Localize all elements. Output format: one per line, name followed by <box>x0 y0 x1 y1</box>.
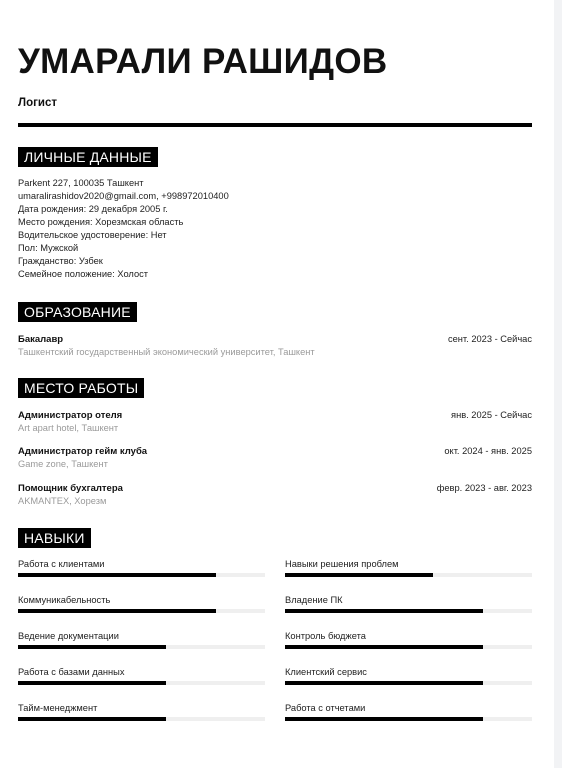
skill-name: Работа с отчетами <box>285 703 366 713</box>
skill-level-track <box>18 717 265 721</box>
skill-item <box>18 631 265 653</box>
personal-contacts: umaralirashidov2020@gmail.com, +998972010400 <box>18 191 229 201</box>
work-position: Администратор отеля <box>18 410 123 421</box>
education-entry <box>18 334 532 364</box>
skill-item <box>285 667 532 689</box>
skill-item <box>18 595 265 617</box>
section-title-skills: НАВЫКИ <box>18 528 91 548</box>
education-date: сент. 2023 - Сейчас <box>447 334 532 344</box>
work-position: Помощник бухгалтера <box>18 483 123 494</box>
skill-item <box>285 559 532 581</box>
personal-driving-license: Водительское удостоверение: Нет <box>18 230 167 240</box>
section-title-education: ОБРАЗОВАНИЕ <box>18 302 137 322</box>
skill-level-track <box>285 681 532 685</box>
education-school: Ташкентский государственный экономический университет, Ташкент <box>18 347 315 357</box>
education-degree: Бакалавр <box>18 334 64 345</box>
skill-level-fill <box>18 573 216 577</box>
work-company: Art apart hotel, Ташкент <box>18 423 119 433</box>
work-company: Game zone, Ташкент <box>18 459 108 469</box>
personal-citizenship: Гражданство: Узбек <box>18 256 103 266</box>
personal-info <box>18 177 229 281</box>
skill-level-fill <box>285 645 483 649</box>
skill-level-track <box>285 717 532 721</box>
work-date: янв. 2025 - Сейчас <box>451 410 532 420</box>
skill-name: Навыки решения проблем <box>285 559 399 569</box>
skill-level-fill <box>18 609 216 613</box>
work-entry <box>18 410 532 440</box>
skill-level-fill <box>285 717 483 721</box>
skill-name: Клиентский сервис <box>285 667 367 677</box>
skill-name: Ведение документации <box>18 631 119 641</box>
personal-birth-date: Дата рождения: 29 декабря 2005 г. <box>18 204 168 214</box>
skill-level-track <box>285 609 532 613</box>
personal-marital-status: Семейное положение: Холост <box>18 269 149 279</box>
skill-level-fill <box>18 681 166 685</box>
candidate-name: УМАРАЛИ РАШИДОВ <box>18 42 388 81</box>
section-title-personal: ЛИЧНЫЕ ДАННЫЕ <box>18 147 158 167</box>
skill-name: Коммуникабельность <box>18 595 111 605</box>
personal-address: Parkent 227, 100035 Ташкент <box>18 178 144 188</box>
skill-name: Тайм-менеджмент <box>18 703 98 713</box>
skill-name: Работа с клиентами <box>18 559 105 569</box>
work-entry <box>18 483 532 513</box>
skill-item <box>18 667 265 689</box>
skill-level-fill <box>18 645 166 649</box>
page-edge <box>554 0 562 768</box>
skill-item <box>285 703 532 725</box>
skill-level-track <box>285 645 532 649</box>
work-entry <box>18 446 532 476</box>
skill-name: Контроль бюджета <box>285 631 366 641</box>
skill-name: Владение ПК <box>285 595 343 605</box>
skill-item <box>285 631 532 653</box>
skill-level-track <box>18 573 265 577</box>
skill-level-fill <box>285 681 483 685</box>
skill-item <box>285 595 532 617</box>
skill-name: Работа с базами данных <box>18 667 125 677</box>
skill-item <box>18 703 265 725</box>
header-divider <box>18 123 532 127</box>
skill-item <box>18 559 265 581</box>
skill-level-fill <box>285 609 483 613</box>
skill-level-fill <box>285 573 433 577</box>
work-date: февр. 2023 - авг. 2023 <box>436 483 532 493</box>
personal-gender: Пол: Мужской <box>18 243 79 253</box>
skill-level-fill <box>18 717 166 721</box>
section-title-work: МЕСТО РАБОТЫ <box>18 378 144 398</box>
skill-level-track <box>285 573 532 577</box>
work-position: Администратор гейм клуба <box>18 446 148 457</box>
personal-birth-place: Место рождения: Хорезмская область <box>18 217 184 227</box>
skill-level-track <box>18 645 265 649</box>
skill-level-track <box>18 681 265 685</box>
work-date: окт. 2024 - янв. 2025 <box>444 446 532 456</box>
skill-level-track <box>18 609 265 613</box>
candidate-role: Логист <box>18 97 57 109</box>
work-company: AKMANTEX, Хорезм <box>18 496 107 506</box>
